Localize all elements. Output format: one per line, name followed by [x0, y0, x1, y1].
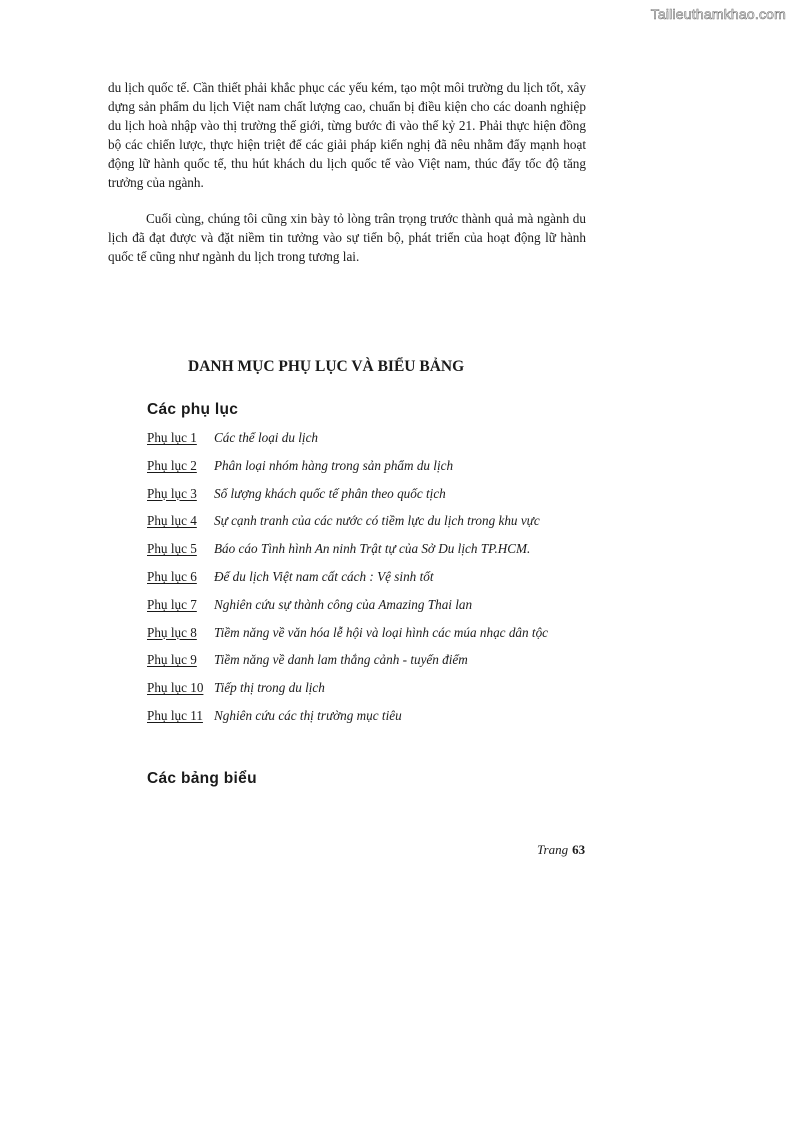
list-item	[147, 596, 548, 624]
watermark: Tailieuthamkhao.com	[650, 6, 786, 22]
appendix-description: Tiềm năng về danh lam thắng cảnh - tuyến điểm	[214, 652, 468, 668]
appendix-label: Phụ lục 6	[147, 568, 197, 584]
appendix-description: Báo cáo Tình hình An ninh Trật tự của Sở Du lịch TP.HCM.	[214, 541, 531, 557]
appendix-description: Tiềm năng về văn hóa lễ hội và loại hình các múa nhạc dân tộc	[214, 624, 549, 640]
intro-text	[108, 79, 586, 267]
appendix-description: Số lượng khách quốc tế phân theo quốc tịch	[214, 485, 446, 501]
appendix-label: Phụ lục 4	[147, 513, 197, 529]
appendix-description: Tiếp thị trong du lịch	[214, 680, 325, 696]
appendix-description: Phân loại nhóm hàng trong sản phẩm du lịch	[214, 457, 454, 473]
intro-paragraph-2: Cuối cùng, chúng tôi cũng xin bày tỏ lòng trân trọng trước thành quả mà ngành du lịch đã đạt được và đặt niềm tin tưởng vào sự tiến bộ, phát triển của hoạt động lữ hành quốc tế cũng như ngành du lịch trong tương lai.	[108, 211, 586, 265]
list-item	[147, 540, 548, 568]
list-item	[147, 512, 548, 540]
appendix-label: Phụ lục 7	[147, 596, 197, 612]
appendix-description: Các thể loại du lịch	[214, 430, 319, 445]
list-item	[147, 429, 548, 457]
appendix-list	[147, 429, 548, 735]
page-number	[537, 842, 585, 858]
appendix-description: Nghiên cứu sự thành công của Amazing Thai lan	[214, 596, 473, 612]
appendix-label: Phụ lục 2	[147, 457, 197, 473]
appendix-description: Nghiên cứu các thị trường mục tiêu	[214, 707, 402, 723]
appendix-label: Phụ lục 11	[147, 707, 203, 723]
appendix-description: Để du lịch Việt nam cất cách : Vệ sinh tốt	[214, 568, 434, 584]
intro-paragraph-1: du lịch quốc tế. Cần thiết phải khắc phục các yếu kém, tạo một môi trường du lịch tốt, xây dựng sản phẩm du lịch Việt nam chất lượng cao, chuẩn bị điều kiện cho các doanh nghiệp du lịch hoà nhập vào thị trường thế giới, từng bước đi vào thế kỷ 21. Phải thực hiện đồng bộ các chiến lược, thực hiện triệt để các giải pháp kiến nghị đã nêu nhằm đẩy mạnh hoạt động lữ hành quốc tế, thu hút khách du lịch quốc tế vào Việt nam, thúc đẩy tốc độ tăng trưởng của ngành.	[108, 80, 586, 190]
list-item	[147, 485, 548, 513]
list-item	[147, 624, 548, 652]
appendix-label: Phụ lục 9	[147, 652, 197, 668]
list-item	[147, 651, 548, 679]
appendices-heading: Các phụ lục	[147, 401, 239, 418]
appendix-label: Phụ lục 5	[147, 541, 197, 557]
list-item	[147, 679, 548, 707]
list-item	[147, 707, 548, 735]
list-item	[147, 568, 548, 596]
tables-heading: Các bảng biểu	[147, 770, 257, 787]
appendix-description: Sự cạnh tranh của các nước có tiềm lực du lịch trong khu vực	[214, 513, 540, 529]
page-label: Trang	[537, 842, 569, 857]
page-number-value: 63	[572, 842, 586, 857]
appendix-label: Phụ lục 8	[147, 624, 197, 640]
appendix-label: Phụ lục 1	[147, 430, 197, 445]
appendix-label: Phụ lục 10	[147, 680, 204, 696]
list-item	[147, 457, 548, 485]
appendix-label: Phụ lục 3	[147, 485, 197, 501]
page-title: DANH MỤC PHỤ LỤC VÀ BIỂU BẢNG	[188, 358, 465, 375]
